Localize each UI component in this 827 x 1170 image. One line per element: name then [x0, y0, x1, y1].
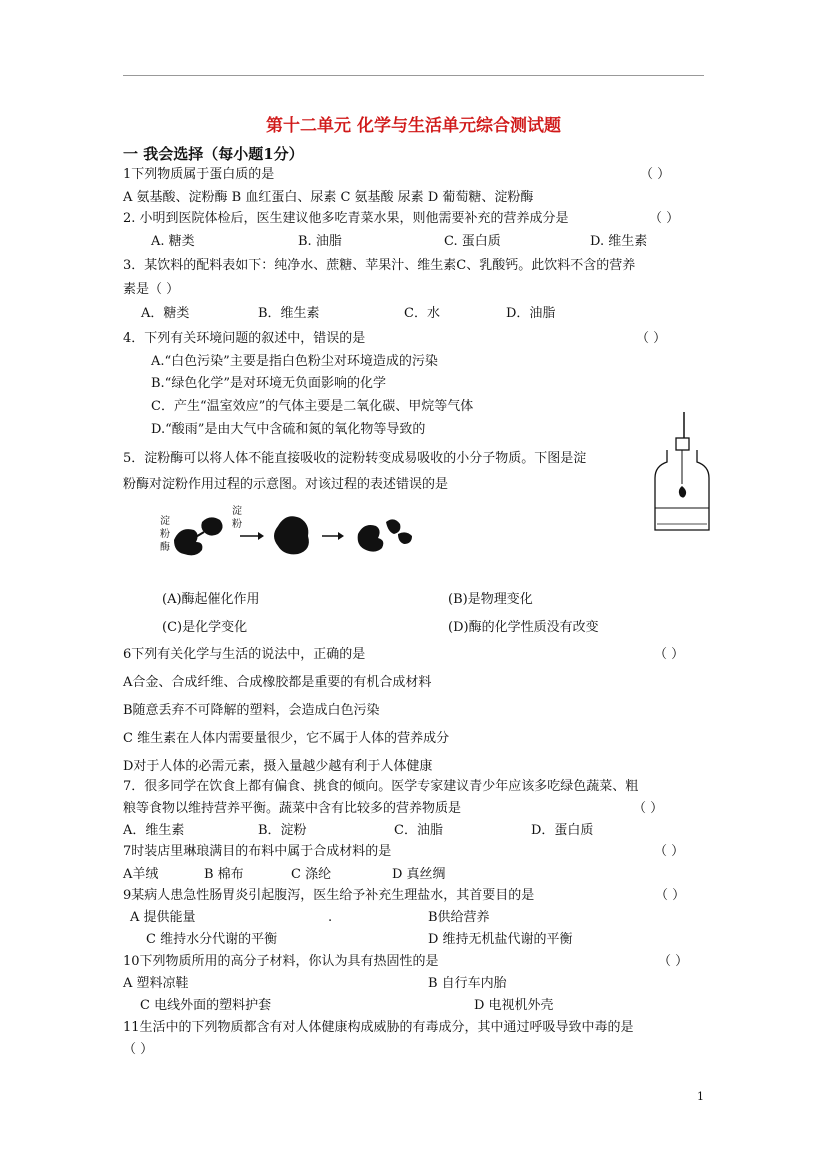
q2-stem: 2. 小明到医院体检后，医生建议他多吃青菜水果，则他需要补充的营养成分是: [123, 211, 569, 226]
q5-option-c: (C)是化学变化: [162, 620, 248, 635]
q1-options: A 氨基酸、淀粉酶 B 血红蛋白、尿素 C 氨基酸 尿素 D 葡萄糖、淀粉酶: [123, 190, 534, 205]
q6-stem: 6下列有关化学与生活的说法中，正确的是: [123, 647, 366, 662]
q2-option-a: A. 糖类: [151, 234, 195, 249]
enzyme-label-1: 淀: [160, 516, 170, 527]
q5-stem: 5．淀粉酶可以将人体不能直接吸收的淀粉转变成易吸收的小分子物质。下图是淀: [123, 451, 587, 466]
q4-bracket: （ ）: [636, 331, 667, 346]
q7b-bracket: （ ）: [654, 844, 685, 859]
q7b-option-b: B 棉布: [204, 867, 244, 882]
q3-stem: 3．某饮料的配料表如下：纯净水、蔗糖、苹果汁、维生素C、乳酸钙。此饮料不含的营养: [123, 258, 636, 273]
q9-option-a: A 提供能量: [130, 910, 196, 925]
q1-stem: 1下列物质属于蛋白质的是: [123, 167, 275, 182]
starch-shape: [201, 517, 222, 535]
q9-dot: .: [328, 910, 333, 925]
q7b-option-c: C 涤纶: [291, 867, 332, 882]
q7-stem-cont: 粮等食物以维持营养平衡。蔬菜中含有比较多的营养物质是: [123, 801, 462, 816]
q9-bracket: （ ）: [655, 888, 686, 903]
q1-bracket: （ ）: [640, 167, 671, 182]
header-rule: [123, 75, 704, 76]
q11-stem: 11生活中的下列物质都含有对人体健康构成威胁的有毒成分，其中通过呼吸导致中毒的是: [123, 1020, 634, 1035]
q4-option-d: D.“酸雨”是由大气中含硫和氮的氧化物等导致的: [151, 422, 426, 437]
starch-label-2: 粉: [232, 519, 242, 530]
q10-option-b: B 自行车内胎: [428, 976, 507, 991]
starch-label-1: 淀: [232, 506, 242, 517]
q5-option-a: (A)酶起催化作用: [162, 592, 260, 607]
q2-option-c: C. 蛋白质: [444, 234, 501, 249]
q7-option-d: D．蛋白质: [531, 823, 594, 838]
q10-stem: 10下列物质所用的高分子材料，你认为具有热固性的是: [123, 954, 439, 969]
q7b-stem: 7时装店里琳琅满目的布料中属于合成材料的是: [123, 844, 392, 859]
complex-shape: [274, 516, 309, 554]
page-title: 第十二单元 化学与生活单元综合测试题: [266, 116, 561, 136]
q6-option-b: B随意丢弃不可降解的塑料，会造成白色污染: [123, 703, 380, 718]
section-heading: 一 我会选择（每小题1分）: [123, 145, 304, 163]
page-number: 1: [697, 1090, 704, 1103]
gas-bottle-illustration: [651, 410, 713, 536]
q10-option-d: D 电视机外壳: [474, 998, 554, 1013]
q2-option-b: B. 油脂: [298, 234, 342, 249]
q4-option-a: A.“白色污染”主要是指白色粉尘对环境造成的污染: [151, 354, 438, 369]
q3-option-a: A．糖类: [141, 306, 190, 321]
enzyme-process-figure: [150, 504, 420, 564]
q7-bracket: （ ）: [633, 801, 664, 816]
q7b-option-d: D 真丝绸: [392, 867, 446, 882]
q7-option-a: A．维生素: [123, 823, 185, 838]
q3-option-c: C．水: [404, 306, 440, 321]
q2-option-d: D. 维生素: [590, 234, 648, 249]
enzyme-shape-2: [358, 525, 384, 552]
q3-option-d: D．油脂: [506, 306, 556, 321]
enzyme-shape-1: [174, 529, 202, 555]
q7b-option-a: A羊绒: [123, 867, 159, 882]
q3-stem-cont: 素是（ ）: [123, 282, 180, 297]
q10-option-c: C 电线外面的塑料护套: [140, 998, 272, 1013]
q7-stem: 7．很多同学在饮食上都有偏食、挑食的倾向。医学专家建议青少年应该多吃绿色蔬菜、粗: [123, 779, 639, 794]
q3-option-b: B．维生素: [258, 306, 320, 321]
q9-option-c: C 维持水分代谢的平衡: [146, 932, 278, 947]
enzyme-label-2: 粉: [160, 529, 170, 540]
q4-stem: 4．下列有关环境问题的叙述中，错误的是: [123, 331, 366, 346]
q10-bracket: （ ）: [658, 954, 689, 969]
q5-option-b: (B)是物理变化: [448, 592, 533, 607]
q10-option-a: A 塑料凉鞋: [123, 976, 189, 991]
q4-option-b: B.“绿色化学”是对环境无负面影响的化学: [151, 376, 386, 391]
q5-option-d: (D)酶的化学性质没有改变: [448, 620, 599, 635]
product-shape-2: [398, 532, 412, 544]
q6-option-c: C 维生素在人体内需要量很少，它不属于人体的营养成分: [123, 731, 450, 746]
q9-stem: 9某病人患急性肠胃炎引起腹泻，医生给予补充生理盐水，其首要目的是: [123, 888, 535, 903]
q5-stem-cont: 粉酶对淀粉作用过程的示意图。对该过程的表述错误的是: [123, 477, 449, 492]
enzyme-label-3: 酶: [160, 542, 170, 553]
q6-option-d: D对于人体的必需元素，摄入量越少越有利于人体健康: [123, 759, 433, 774]
q4-option-c: C．产生“温室效应”的气体主要是二氧化碳、甲烷等气体: [151, 399, 474, 414]
q7-option-c: C．油脂: [394, 823, 443, 838]
product-shape-1: [386, 519, 400, 534]
q7-option-b: B．淀粉: [258, 823, 307, 838]
q9-option-d: D 维持无机盐代谢的平衡: [428, 932, 573, 947]
q11-bracket: （ ）: [123, 1042, 154, 1057]
q6-option-a: A合金、合成纤维、合成橡胶都是重要的有机合成材料: [123, 675, 432, 690]
q9-option-b: B供给营养: [428, 910, 490, 925]
q6-bracket: （ ）: [654, 647, 685, 662]
q2-bracket: （ ）: [649, 211, 680, 226]
